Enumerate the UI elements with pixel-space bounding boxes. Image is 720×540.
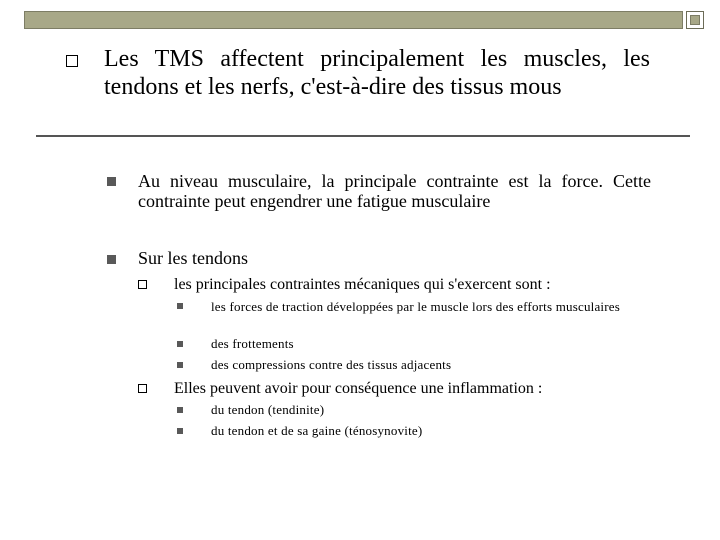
bullet-square-icon: [107, 177, 116, 186]
title-decoration-bar: [24, 11, 683, 29]
bullet-hollow-square-icon: [138, 280, 147, 289]
bullet-hollow-square-icon: [138, 384, 147, 393]
inflammation-item-tendinitis: du tendon (tendinite): [211, 402, 325, 417]
bullet-constraints: les principales contraintes mécaniques qui s'exercent sont :: [174, 276, 551, 293]
bullet-small-square-icon: [177, 341, 183, 347]
title-bullet-icon: [66, 55, 78, 67]
bullet-inflammation: Elles peuvent avoir pour conséquence une inflammation :: [174, 380, 543, 397]
slide-title: Les TMS affectent principalement les muscles, les tendons et les nerfs, c'est-à-dire des tissus mous: [104, 46, 650, 100]
title-divider: [36, 135, 690, 137]
bullet-square-icon: [107, 255, 116, 264]
bullet-small-square-icon: [177, 428, 183, 434]
bullet-small-square-icon: [177, 362, 183, 368]
constraint-item-compression: des compressions contre des tissus adjacents: [211, 357, 452, 372]
constraint-item-traction: les forces de traction développées par le muscle lors des efforts musculaires: [211, 299, 620, 314]
inflammation-item-tenosynovitis: du tendon et de sa gaine (ténosynovite): [211, 423, 423, 438]
bullet-muscles: Au niveau musculaire, la principale contrainte est la force. Cette contrainte peut engendrer une fatigue musculaire: [138, 171, 651, 211]
corner-square-icon: [686, 11, 704, 29]
bullet-small-square-icon: [177, 303, 183, 309]
constraint-item-friction: des frottements: [211, 336, 294, 351]
bullet-small-square-icon: [177, 407, 183, 413]
bullet-tendons: Sur les tendons: [138, 248, 248, 268]
corner-inner-square: [690, 15, 700, 25]
